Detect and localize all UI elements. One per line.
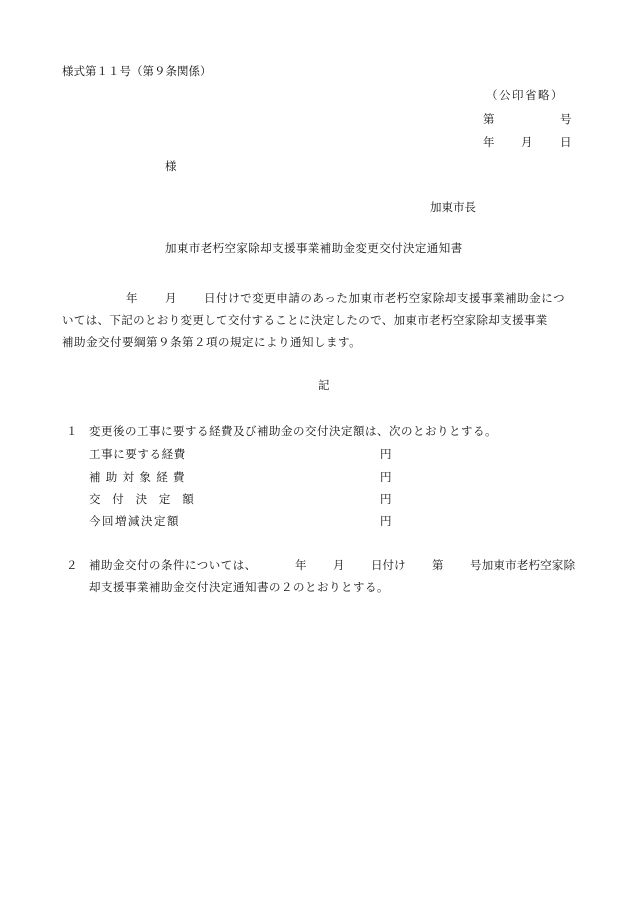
- section-1-text: 変更後の工事に要する経費及び補助金の交付決定額は、次のとおりとする。: [89, 424, 497, 438]
- row-unit-construction-cost: 円: [380, 447, 392, 461]
- section-2-year: 年: [295, 558, 307, 572]
- section-1-number: １: [66, 424, 78, 438]
- body-month: 月: [165, 291, 177, 305]
- section-2-tail: 号加東市老朽空家除: [470, 558, 576, 572]
- document-number-prefix: 第: [483, 112, 495, 126]
- date-year: 年: [483, 135, 495, 149]
- row-unit-change-amount: 円: [380, 514, 392, 528]
- section-2-number: ２: [66, 558, 78, 572]
- document-number-suffix: 号: [560, 112, 572, 126]
- row-label-grant-amount: 交付決定額: [89, 492, 206, 506]
- row-unit-eligible-cost: 円: [380, 470, 392, 484]
- document-title: 加東市老朽空家除却支援事業補助金変更交付決定通知書: [165, 241, 463, 255]
- date-month: 月: [521, 135, 533, 149]
- row-label-eligible-cost: 補助対象経費: [89, 470, 190, 484]
- addressee-suffix: 様: [165, 159, 177, 173]
- seal-omitted-note: （公印省略）: [486, 88, 564, 102]
- ki-heading: 記: [318, 378, 330, 392]
- date-day: 日: [560, 135, 572, 149]
- issuer-name: 加東市長: [430, 200, 476, 214]
- section-2-no-prefix: 第: [432, 558, 444, 572]
- row-label-change-amount: 今回増減決定額: [89, 514, 180, 528]
- section-2-lead: 補助金交付の条件については、: [89, 558, 257, 572]
- section-2-month: 月: [333, 558, 345, 572]
- body-line-3: 補助金交付要綱第９条第２項の規定により通知します。: [62, 335, 362, 349]
- row-label-construction-cost: 工事に要する経費: [89, 447, 186, 461]
- body-year: 年: [126, 291, 138, 305]
- form-number: 様式第１１号（第９条関係）: [62, 64, 212, 78]
- body-line-1: 日付けで変更申請のあった加東市老朽空家除却支援事業補助金につ: [204, 291, 566, 305]
- body-line-2: いては、下記のとおり変更して交付することに決定したので、加東市老朽空家除却支援事業: [62, 313, 548, 327]
- row-unit-grant-amount: 円: [380, 492, 392, 506]
- section-2-line-2: 却支援事業補助金交付決定通知書の２のとおりとする。: [89, 580, 389, 594]
- section-2-day-ref: 日付け: [371, 558, 406, 572]
